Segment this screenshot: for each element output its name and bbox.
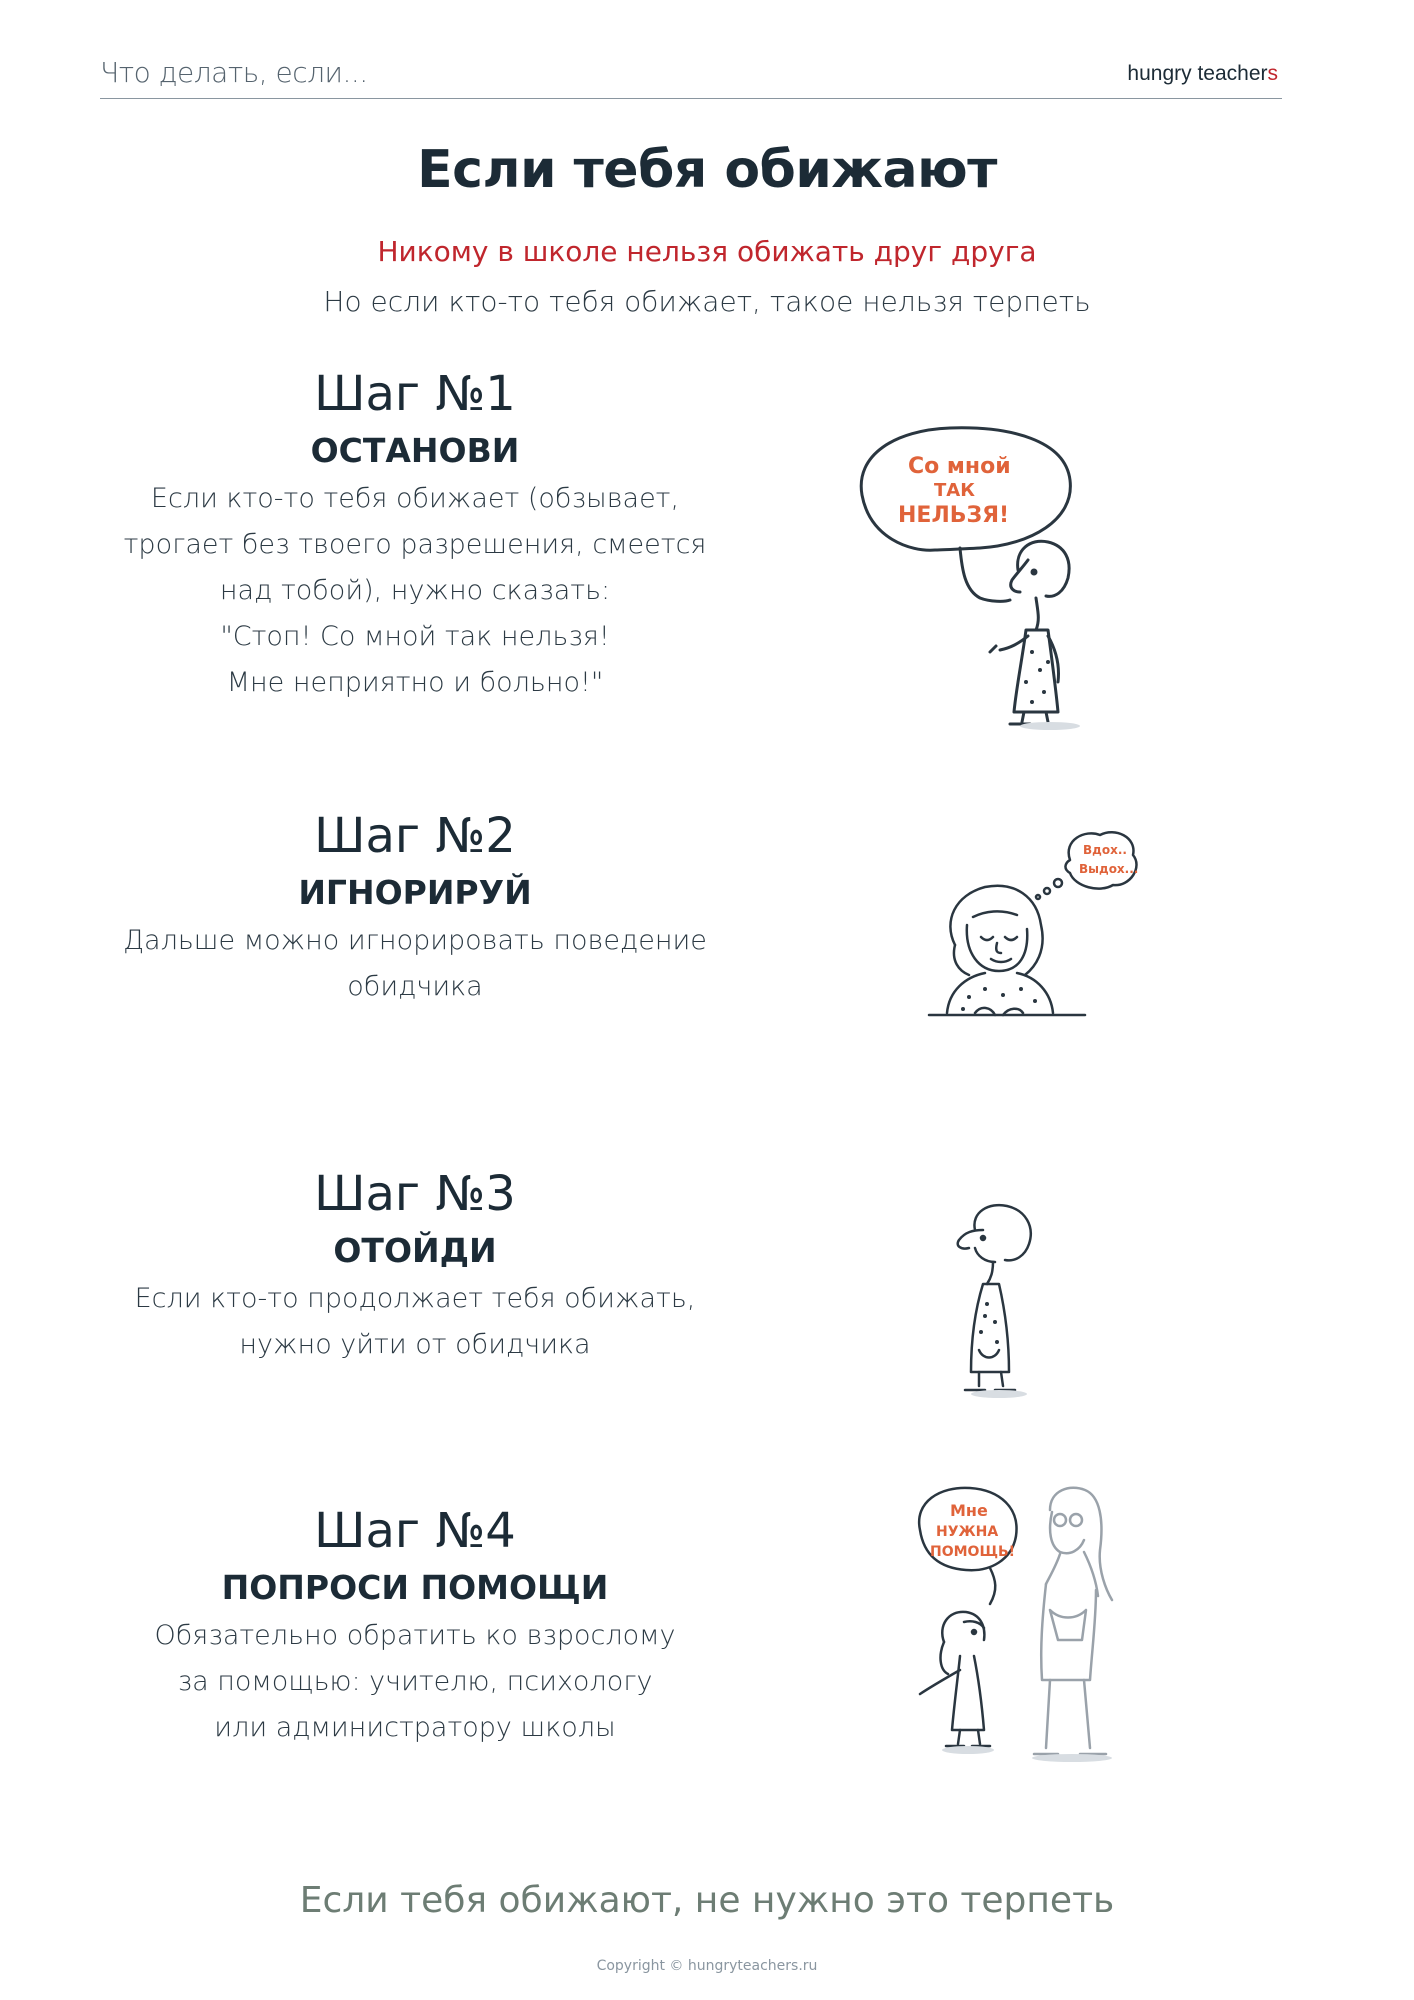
step-action: ОТОЙДИ [333, 1230, 497, 1270]
bubble-line-2: Выдох... [1079, 862, 1139, 876]
step-action: ОСТАНОВИ [310, 430, 520, 470]
copyright: Copyright © hungryteachers.ru [596, 1958, 818, 1974]
girl-walking-away-illustration [935, 1200, 1065, 1400]
girl-speaking-illustration [850, 420, 1130, 730]
step-action: ПОПРОСИ ПОМОЩИ [221, 1567, 609, 1607]
step-4 [120, 1505, 710, 1751]
step-title: Шаг №1 [314, 366, 516, 422]
bubble-line-2: НУЖНА [936, 1524, 999, 1540]
page-header [100, 52, 1282, 99]
brand-logo [1127, 62, 1278, 86]
step-1 [120, 368, 710, 706]
thought-bubble [1065, 832, 1139, 888]
step-text: Дальше можно игнорировать поведение обидчика [123, 925, 707, 1003]
bubble-line-2: ТАК [934, 480, 975, 501]
header-title: Что делать, если... [100, 56, 368, 89]
step-2 [120, 810, 710, 1010]
step-text: Обязательно обратить ко взрослому за помощью: учителю, психологу или администратору школы [154, 1620, 676, 1744]
bubble-line-1: Вдох.. [1083, 843, 1127, 857]
brand-main: hungry teacher [1127, 62, 1268, 85]
bubble-line-3: НЕЛЬЗЯ! [898, 503, 1010, 528]
brand-accent: s [1267, 62, 1278, 85]
subtitle-warning: Никому в школе нельзя обижать друг друга [377, 235, 1037, 268]
step-title: Шаг №3 [314, 1166, 516, 1222]
step-action: ИГНОРИРУЙ [298, 872, 532, 912]
page-title: Если тебя обижают [417, 140, 997, 200]
girl-asking-teacher-illustration [900, 1480, 1140, 1780]
footer-message: Если тебя обижают, не нужно это терпеть [299, 1880, 1115, 1921]
girl-breathing-illustration [925, 825, 1155, 1050]
step-text: Если кто-то продолжает тебя обижать, нужно уйти от обидчика [134, 1283, 696, 1361]
bubble-line-1: Со мной [908, 454, 1011, 479]
step-3 [120, 1168, 710, 1368]
bubble-line-3: ПОМОЩЬ! [930, 1544, 1016, 1560]
subtitle: Но если кто-то тебя обижает, такое нельзя терпеть [323, 285, 1091, 318]
step-title: Шаг №2 [314, 808, 516, 864]
bubble-line-1: Мне [950, 1501, 988, 1520]
step-title: Шаг №4 [314, 1503, 516, 1559]
step-text: Если кто-то тебя обижает (обзывает, трогает без твоего разрешения, смеется над тобой), нужно сказать: "Стоп! Со мной так нельзя! Мне неприятно и больно!" [123, 483, 707, 699]
teacher-figure [1034, 1488, 1112, 1754]
